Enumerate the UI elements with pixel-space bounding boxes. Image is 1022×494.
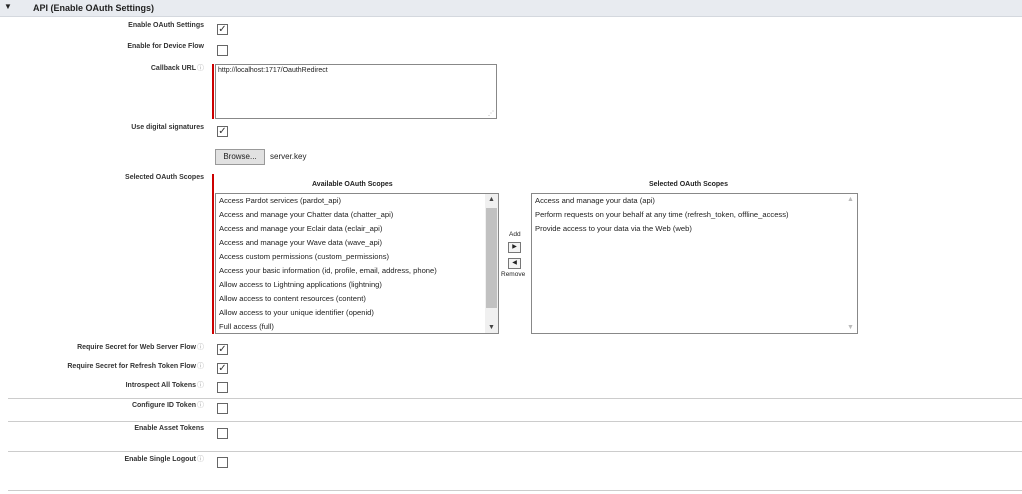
digital-signatures-checkbox[interactable]: [217, 126, 228, 137]
arrow-left-icon: ◀: [512, 260, 517, 266]
label-introspect-tokens: Introspect All Tokensⓘ: [125, 382, 204, 389]
scrollbar[interactable]: [844, 194, 857, 333]
list-item[interactable]: Access and manage your data (api): [535, 196, 655, 205]
label-callback-url: Callback URLⓘ: [150, 65, 204, 72]
configure-id-token-checkbox[interactable]: [217, 403, 228, 414]
label-device-flow: Enable for Device Flow: [127, 43, 204, 50]
scroll-up-icon[interactable]: ▲: [847, 196, 854, 203]
label-require-secret-web: Require Secret for Web Server Flowⓘ: [77, 344, 204, 351]
info-icon[interactable]: ⓘ: [197, 363, 204, 370]
introspect-tokens-checkbox[interactable]: [217, 382, 228, 393]
info-icon[interactable]: ⓘ: [197, 402, 204, 409]
divider: [8, 451, 1022, 452]
label-asset-tokens: Enable Asset Tokens: [134, 425, 204, 432]
list-item[interactable]: Allow access to content resources (content): [219, 294, 366, 303]
enable-oauth-checkbox[interactable]: [217, 24, 228, 35]
resize-grip-icon[interactable]: ⋰: [488, 111, 494, 117]
available-scopes-list[interactable]: [215, 193, 499, 334]
section-title: API (Enable OAuth Settings): [33, 3, 155, 13]
collapse-triangle-icon[interactable]: ▼: [4, 2, 12, 11]
required-indicator: [212, 64, 214, 119]
label-single-logout: Enable Single Logoutⓘ: [124, 456, 204, 463]
browse-button[interactable]: Browse...: [215, 149, 265, 165]
list-item[interactable]: Access custom permissions (custom_permissions): [219, 252, 390, 261]
list-item[interactable]: Full access (full): [219, 322, 274, 331]
check-icon: ✓: [218, 126, 227, 137]
scroll-down-icon[interactable]: ▼: [488, 324, 495, 331]
check-icon: ✓: [218, 24, 227, 35]
callback-url-value: http://localhost:1717/OauthRedirect: [218, 67, 328, 74]
add-arrow-button[interactable]: [508, 242, 521, 253]
list-item[interactable]: Allow access to your unique identifier (openid): [219, 308, 374, 317]
label-enable-oauth: Enable OAuth Settings: [128, 22, 204, 29]
divider: [8, 490, 1022, 491]
info-icon[interactable]: ⓘ: [197, 456, 204, 463]
label-selected-scopes: Selected OAuth Scopes: [125, 174, 204, 181]
info-icon[interactable]: ⓘ: [197, 382, 204, 389]
list-item[interactable]: Access Pardot services (pardot_api): [219, 196, 341, 205]
list-item[interactable]: Allow access to Lightning applications (lightning): [219, 280, 382, 289]
required-indicator: [212, 174, 214, 334]
info-icon[interactable]: ⓘ: [197, 65, 204, 72]
divider: [8, 421, 1022, 422]
callback-url-textarea[interactable]: [215, 64, 497, 119]
require-secret-refresh-checkbox[interactable]: [217, 363, 228, 374]
list-item[interactable]: Access and manage your Chatter data (chatter_api): [219, 210, 394, 219]
scroll-up-icon[interactable]: ▲: [488, 196, 495, 203]
check-icon: ✓: [218, 344, 227, 355]
check-icon: ✓: [218, 363, 227, 374]
device-flow-checkbox[interactable]: [217, 45, 228, 56]
single-logout-checkbox[interactable]: [217, 457, 228, 468]
require-secret-web-checkbox[interactable]: [217, 344, 228, 355]
list-item[interactable]: Access and manage your Eclair data (eclair_api): [219, 224, 383, 233]
label-configure-id-token: Configure ID Tokenⓘ: [131, 402, 204, 409]
selected-scopes-list[interactable]: [531, 193, 858, 334]
remove-arrow-button[interactable]: [508, 258, 521, 269]
scrollbar[interactable]: [485, 194, 498, 333]
section-header[interactable]: [0, 0, 1022, 17]
scroll-down-icon[interactable]: ▼: [847, 324, 854, 331]
list-item[interactable]: Perform requests on your behalf at any time (refresh_token, offline_access): [535, 210, 789, 219]
scrollbar-thumb[interactable]: [486, 208, 497, 308]
asset-tokens-checkbox[interactable]: [217, 428, 228, 439]
available-scopes-title: Available OAuth Scopes: [312, 181, 393, 188]
add-label: Add: [509, 231, 521, 238]
divider: [8, 398, 1022, 399]
list-item[interactable]: Access your basic information (id, profile, email, address, phone): [219, 266, 437, 275]
remove-label: Remove: [501, 271, 526, 278]
label-digital-signatures: Use digital signatures: [131, 124, 204, 131]
label-require-secret-refresh: Require Secret for Refresh Token Flowⓘ: [67, 363, 204, 370]
file-name: server.key: [270, 152, 307, 161]
list-item[interactable]: Provide access to your data via the Web (web): [535, 224, 692, 233]
info-icon[interactable]: ⓘ: [197, 344, 204, 351]
arrow-right-icon: ▶: [512, 244, 517, 250]
list-item[interactable]: Access and manage your Wave data (wave_api): [219, 238, 383, 247]
selected-scopes-title: Selected OAuth Scopes: [649, 181, 728, 188]
